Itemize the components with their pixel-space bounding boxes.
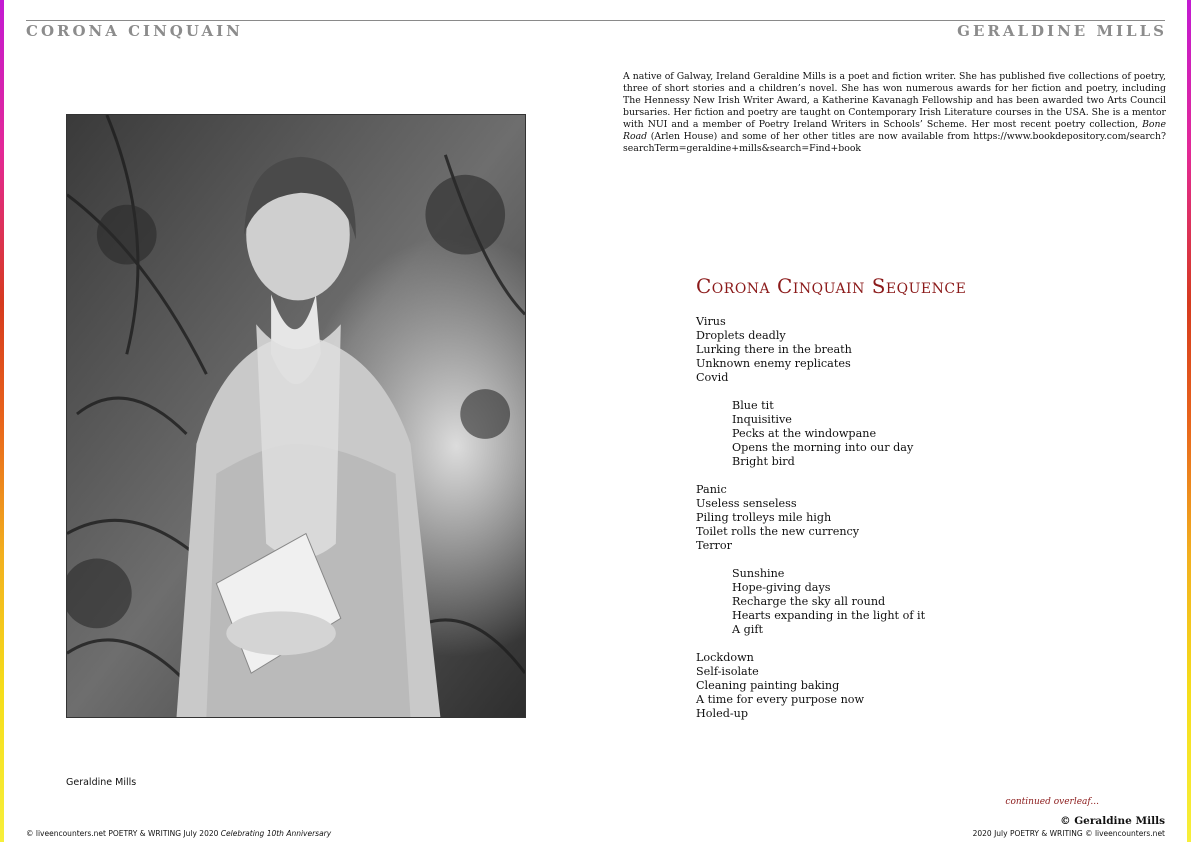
header-rule [26,20,1165,21]
poem-line: Holed-up [696,707,748,720]
continued-overleaf-note: continued overleaf... [1005,797,1099,807]
stanza-5 [696,651,1136,721]
poem-line: Virus [696,315,726,328]
poem-line: Inquisitive [732,413,792,426]
poem-line: Unknown enemy replicates [696,357,851,370]
author-bio [623,71,1166,155]
poem-line: Useless senseless [696,497,797,510]
stanza-3 [696,483,1136,553]
stanza-4 [732,567,1136,637]
poem-line: Covid [696,371,729,384]
poem-body [696,315,1136,735]
poem-title: Corona Cinquain Sequence [696,274,967,298]
bio-text: A native of Galway, Ireland Geraldine Mills is a poet and fiction writer. She has published five collections of poetry, three of short stories and a children’s novel. She has won numerous awards for her fiction and poetry, including The Hennessy New Irish Writer Award, a Katherine Kavanagh Fellowship and has been awarded two Arts Council bursaries. Her fiction and poetry are taught on Contemporary Irish Literature courses in the USA. She is a mentor with NUI and a member of Poetry Ireland Writers in Schools’ Scheme. Her most recent poetry collection, [623,71,1166,130]
footer-left [26,829,331,838]
copyright-notice: © Geraldine Mills [1060,815,1165,827]
poem-line: Lockdown [696,651,754,664]
poem-line: Bright bird [732,455,795,468]
bio-text-end: (Arlen House) and some of her other titles are now available from https://www.bookdepository.com/search?searchTerm=geraldine+mills&search=Find+book [623,131,1166,154]
poem-line: Lurking there in the breath [696,343,852,356]
author-photo [66,114,526,718]
poem-line: A gift [732,623,764,636]
poem-line: Piling trolleys mile high [696,511,832,524]
stanza-2 [732,399,1136,469]
poem-line: Pecks at the windowpane [732,427,877,440]
poem-line: Toilet rolls the new currency [696,525,860,538]
poem-line: Recharge the sky all round [732,595,886,608]
header-right-title: GERALDINE MILLS [957,22,1167,40]
poem-line: Self-isolate [696,665,759,678]
author-photo-illustration [67,115,525,717]
poem-line: Blue tit [732,399,774,412]
poem-line: A time for every purpose now [696,693,865,706]
poem-line: Droplets deadly [696,329,786,342]
poem-line: Hearts expanding in the light of it [732,609,926,622]
poem-line: Cleaning painting baking [696,679,840,692]
header-left-title: CORONA CINQUAIN [26,22,243,40]
poem-line: Terror [696,539,732,552]
poem-line: Hope-giving days [732,581,831,594]
decorative-edge-right [1187,0,1191,842]
footer-left-text: © liveencounters.net POETRY & WRITING July 2020 [26,829,221,838]
footer-right: 2020 July POETRY & WRITING © liveencounters.net [972,829,1165,838]
decorative-edge-left [0,0,4,842]
footer-anniversary: Celebrating 10th Anniversary [220,829,332,838]
stanza-1 [696,315,1136,385]
photo-caption: Geraldine Mills [66,777,137,788]
poem-line: Panic [696,483,727,496]
bio-book-title: Bone Road [623,119,1166,142]
poem-line: Opens the morning into our day [732,441,914,454]
poem-line: Sunshine [732,567,785,580]
